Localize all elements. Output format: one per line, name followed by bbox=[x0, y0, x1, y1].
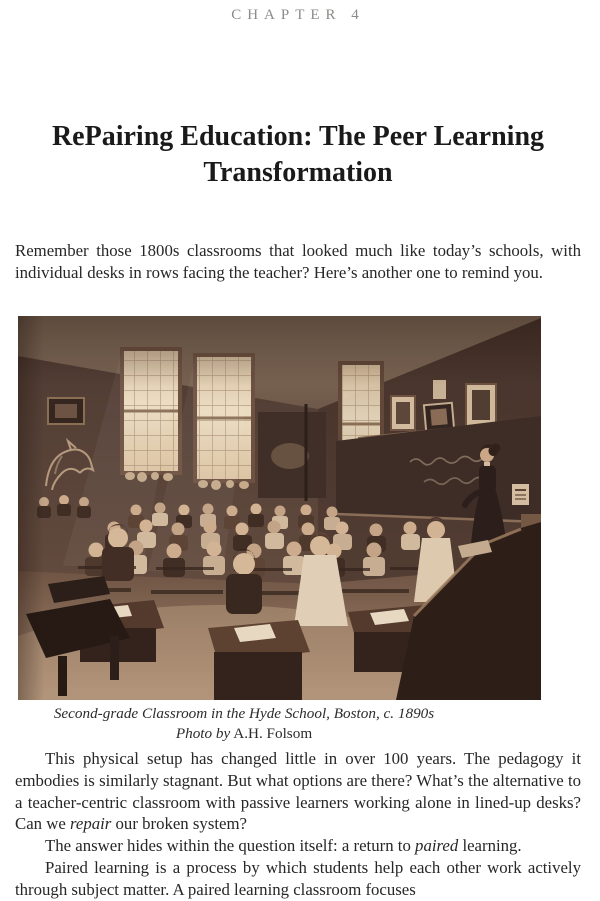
chapter-heading: CHAPTER 4 bbox=[231, 7, 365, 23]
caption-line-1: Second-grade Classroom in the Hyde School, Boston, c. 1890s bbox=[53, 705, 435, 722]
classroom-photo bbox=[18, 316, 541, 700]
caption-line-2: Photo by A.H. Folsom bbox=[175, 724, 313, 742]
chapter-title-line-2: Transformation bbox=[203, 157, 393, 188]
emphasis-paired: paired bbox=[415, 836, 459, 856]
paragraph-setup: This physical setup has changed little in over 100 years. The pedagogy it embodies is similarly stagnant. But what options are there? What’s the alternative to a teacher-centric classroom with passive learners working alone in lined-up desks? Can we repair our broken system? bbox=[15, 749, 581, 834]
chapter-title bbox=[12, 119, 584, 191]
chapter-title-line-1: RePairing Education: The Peer Learning bbox=[51, 121, 545, 152]
figure-caption bbox=[18, 704, 470, 743]
intro-paragraph: Remember those 1800s classrooms that looked much like today’s schools, with individual desks in rows facing the teacher? Here’s another one to remind you. bbox=[15, 241, 581, 282]
body-text bbox=[15, 748, 581, 901]
paragraph-paired-learning: Paired learning is a process by which students help each other work actively through subject matter. A paired learning classroom focuses bbox=[15, 857, 581, 899]
paragraph-answer: The answer hides within the question itself: a return to paired learning. bbox=[45, 836, 522, 856]
emphasis-repair: repair bbox=[70, 814, 112, 834]
